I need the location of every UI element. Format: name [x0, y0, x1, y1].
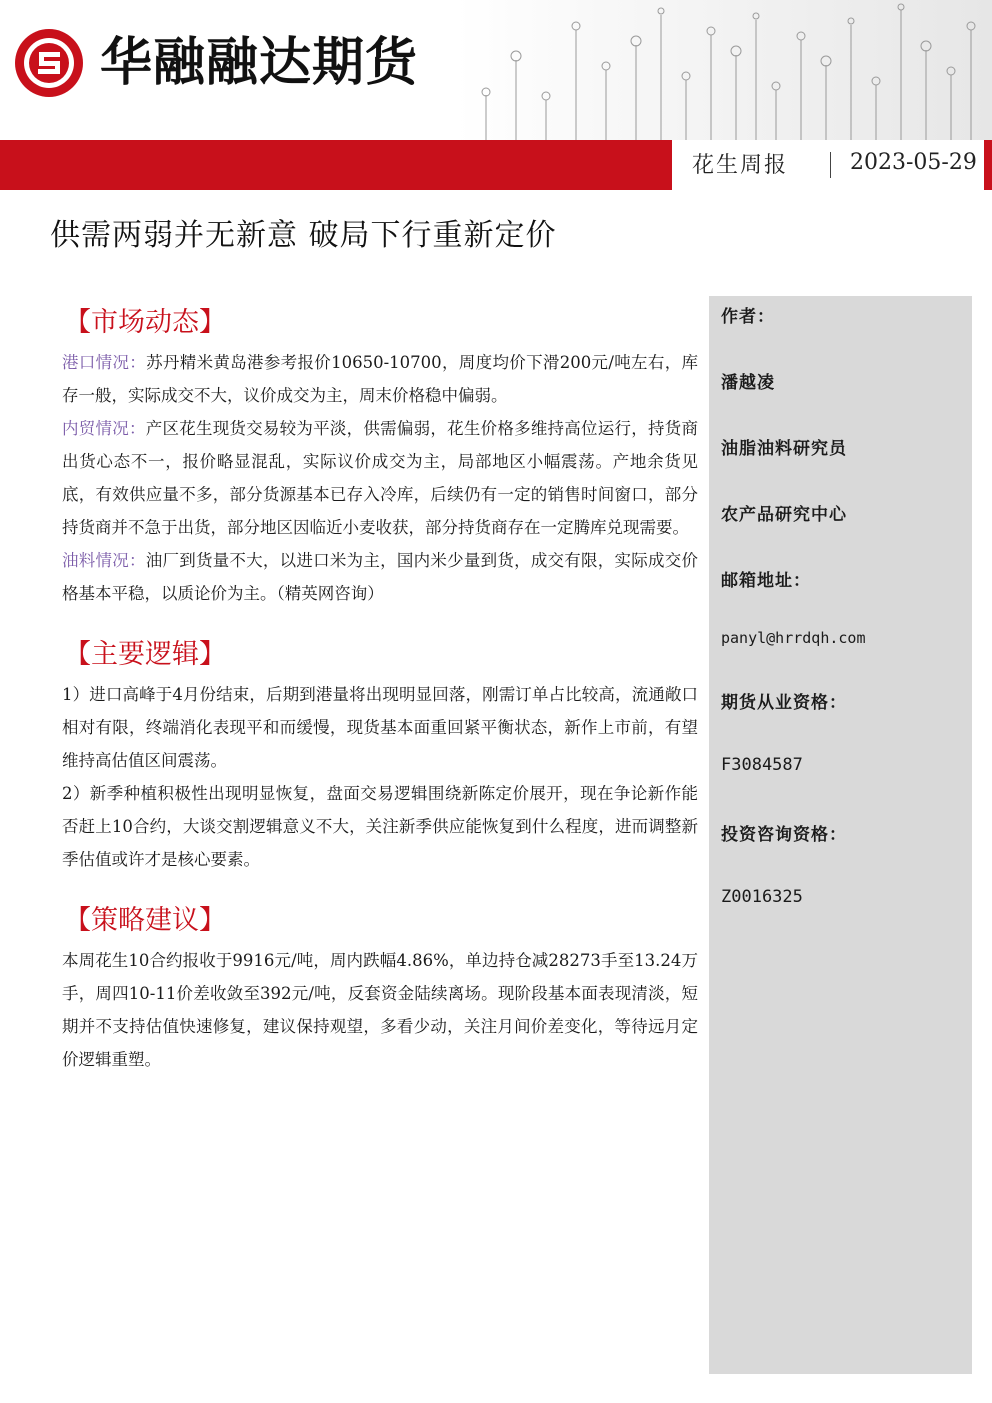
strategy-paragraph: 本周花生10合约报收于9916元/吨，周内跌幅4.86%，单边持仓减28273手至13.24万手，周四10-11价差收敛至392元/吨，反套资金陆续离场。现阶段基本面表现清淡，短期并不支持估值快速修复，建议保持观望，多看少动，关注月间价差变化，等待远月定价逻辑重塑。 — [62, 951, 698, 1069]
author-sidebar — [709, 296, 972, 1374]
section-heading-strategy: 【策略建议】 — [64, 905, 226, 936]
market-port-paragraph — [62, 346, 698, 412]
section-heading-logic: 【主要逻辑】 — [64, 639, 226, 670]
futures-qualification-label: 期货从业资格： — [721, 693, 847, 713]
author-email[interactable]: panyl@hrrdqh.com — [721, 629, 866, 647]
consult-qualification-id: Z0016325 — [721, 887, 803, 907]
section-heading-market: 【市场动态】 — [64, 307, 226, 338]
oil-text: 油厂到货量不大，以进口米为主，国内米少量到货，成交有限，实际成交价格基本平稳，以质论价为主。（精英网咨询） — [62, 551, 699, 603]
market-oil-paragraph — [62, 544, 698, 610]
futures-qualification-id: F3084587 — [721, 755, 803, 775]
oil-label: 油料情况： — [62, 551, 146, 570]
logo-icon — [12, 26, 86, 100]
author-department: 农产品研究中心 — [721, 505, 847, 525]
author-name: 潘越凌 — [721, 373, 775, 393]
header — [0, 0, 992, 140]
report-type: 花生周报 — [692, 153, 789, 178]
header-separator — [830, 152, 831, 178]
main-content — [62, 300, 698, 1076]
author-position: 油脂油料研究员 — [721, 439, 847, 459]
port-label: 港口情况： — [62, 353, 147, 372]
logic-paragraph-2: 2）新季种植积极性出现明显恢复，盘面交易逻辑围绕新陈定价展开，现在争论新作能否赶上10合约，大谈交割逻辑意义不大，关注新季供应能恢复到什么程度，进而调整新季估值或许才是核心要素。 — [62, 784, 698, 869]
company-name: 华融融达期货 — [100, 33, 419, 93]
report-date: 2023-05-29 — [850, 150, 977, 175]
market-domestic-paragraph — [62, 412, 698, 544]
domestic-text: 产区花生现货交易较为平淡，供需偏弱，花生价格多维持高位运行，持货商出货心态不一，报价略显混乱，实际议价成交为主，局部地区小幅震荡。产地余货见底，有效供应量不多，部分货源基本已存入冷库，后续仍有一定的销售时间窗口，部分持货商并不急于出货，部分地区因临近小麦收获，部分持货商存在一定腾库兑现需要。 — [62, 419, 699, 537]
report-title: 供需两弱并无新意 破局下行重新定价 — [50, 218, 557, 253]
company-logo — [12, 26, 418, 100]
email-label: 邮箱地址： — [721, 571, 811, 591]
domestic-label: 内贸情况： — [62, 419, 146, 438]
consult-qualification-label: 投资咨询资格： — [721, 825, 847, 845]
author-label: 作者： — [721, 307, 775, 327]
header-decoration — [456, 0, 992, 140]
header-red-bar — [0, 140, 992, 190]
port-text: 苏丹精米黄岛港参考报价10650-10700，周度均价下滑200元/吨左右，库存一般，实际成交不大，议价成交为主，周末价格稳中偏弱。 — [62, 353, 699, 405]
logic-paragraph-1: 1）进口高峰于4月份结束，后期到港量将出现明显回落，刚需订单占比较高，流通敞口相对有限，终端消化表现平和而缓慢，现货基本面重回紧平衡状态，新作上市前，有望维持高估值区间震荡。 — [62, 685, 698, 770]
